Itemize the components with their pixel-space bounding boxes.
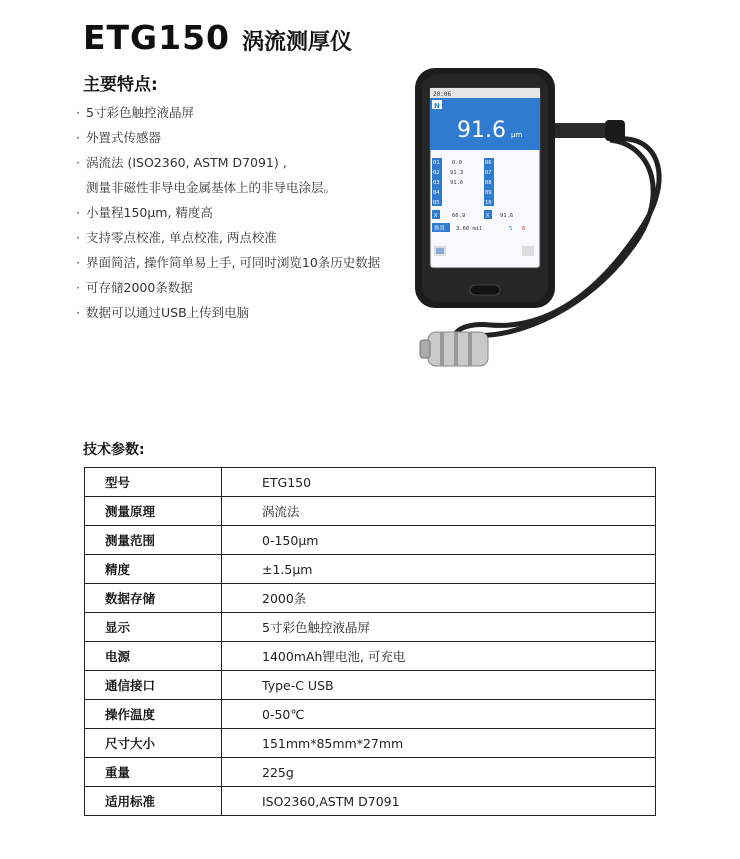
screen-mode: N	[434, 102, 440, 110]
spec-value: ETG150	[222, 468, 656, 497]
screen-reading: 91.6	[457, 118, 506, 143]
spec-key: 尺寸大小	[85, 729, 222, 758]
feature-item: · 涡流法 (ISO2360, ASTM D7091) ,	[76, 155, 287, 170]
table-row	[85, 526, 656, 555]
spec-key: 显示	[85, 613, 222, 642]
feature-item: · 外置式传感器	[76, 130, 162, 145]
spec-value: 涡流法	[222, 497, 656, 526]
svg-text:91.6: 91.6	[450, 180, 464, 186]
table-row	[85, 468, 656, 497]
feature-item: · 支持零点校准, 单点校准, 两点校准	[76, 230, 277, 245]
feature-item: · 可存储2000条数据	[76, 280, 193, 295]
svg-text:10: 10	[485, 200, 492, 206]
spec-key: 操作温度	[85, 700, 222, 729]
spec-key: 适用标准	[85, 787, 222, 816]
svg-text:换算: 换算	[434, 226, 446, 232]
spec-key: 型号	[85, 468, 222, 497]
spec-value: 0-50℃	[222, 700, 656, 729]
features-list	[76, 100, 380, 325]
spec-value: 225g	[222, 758, 656, 787]
table-row	[85, 555, 656, 584]
table-row	[85, 758, 656, 787]
feature-item: · 界面简洁, 操作简单易上手, 可同时浏览10条历史数据	[76, 255, 381, 270]
svg-text:04: 04	[433, 190, 440, 196]
table-row	[85, 642, 656, 671]
spec-value: ISO2360,ASTM D7091	[222, 787, 656, 816]
svg-text:02: 02	[433, 170, 440, 176]
settings-icon	[522, 246, 534, 256]
spec-value: 1400mAh锂电池, 可充电	[222, 642, 656, 671]
svg-text:03: 03	[433, 180, 440, 186]
feature-item: · 5寸彩色触控液晶屏	[76, 105, 194, 120]
page-title	[83, 18, 352, 57]
probe	[420, 332, 488, 366]
specs-heading: 技术参数:	[83, 442, 145, 458]
feature-item: · 小量程150μm, 精度高	[76, 205, 213, 220]
svg-text:07: 07	[485, 170, 492, 176]
spec-value: 2000条	[222, 584, 656, 613]
table-row	[85, 584, 656, 613]
table-row	[85, 700, 656, 729]
svg-text:05: 05	[433, 200, 440, 206]
spec-value: 151mm*85mm*27mm	[222, 729, 656, 758]
screen-time: 20:06	[433, 91, 452, 98]
svg-text:X: X	[434, 213, 438, 219]
spec-value: Type-C USB	[222, 671, 656, 700]
svg-text:3.60 mil: 3.60 mil	[456, 226, 483, 232]
table-row	[85, 613, 656, 642]
spec-key: 重量	[85, 758, 222, 787]
feature-item: 测量非磁性非导电金属基体上的非导电涂层。	[86, 180, 337, 195]
home-button	[470, 285, 500, 295]
spec-value: 0-150μm	[222, 526, 656, 555]
screen-unit: μm	[511, 131, 523, 139]
spec-key: 电源	[85, 642, 222, 671]
table-row	[85, 671, 656, 700]
svg-text:01: 01	[433, 160, 440, 166]
spec-value: ±1.5μm	[222, 555, 656, 584]
cable-connector	[550, 123, 612, 138]
device-illustration	[400, 60, 700, 400]
svg-text:6: 6	[522, 226, 526, 232]
spec-key: 数据存储	[85, 584, 222, 613]
svg-text:X: X	[486, 213, 490, 219]
svg-text:91.6: 91.6	[500, 213, 514, 219]
svg-text:60.9: 60.9	[452, 213, 466, 219]
spec-value: 5寸彩色触控液晶屏	[222, 613, 656, 642]
table-row	[85, 787, 656, 816]
feature-item: · 数据可以通过USB上传到电脑	[76, 305, 250, 320]
svg-text:5: 5	[509, 226, 513, 232]
svg-text:91.3: 91.3	[450, 170, 464, 176]
features-heading: 主要特点:	[83, 75, 158, 95]
spec-key: 精度	[85, 555, 222, 584]
product-name: 涡流测厚仪	[242, 30, 353, 55]
product-model: ETG150	[83, 18, 231, 57]
svg-text:09: 09	[485, 190, 492, 196]
svg-text:08: 08	[485, 180, 492, 186]
table-row	[85, 497, 656, 526]
spec-key: 测量原理	[85, 497, 222, 526]
svg-text:0.0: 0.0	[452, 160, 462, 166]
spec-key: 通信接口	[85, 671, 222, 700]
table-row	[85, 729, 656, 758]
svg-text:06: 06	[485, 160, 492, 166]
specs-table	[84, 467, 656, 816]
spec-key: 测量范围	[85, 526, 222, 555]
